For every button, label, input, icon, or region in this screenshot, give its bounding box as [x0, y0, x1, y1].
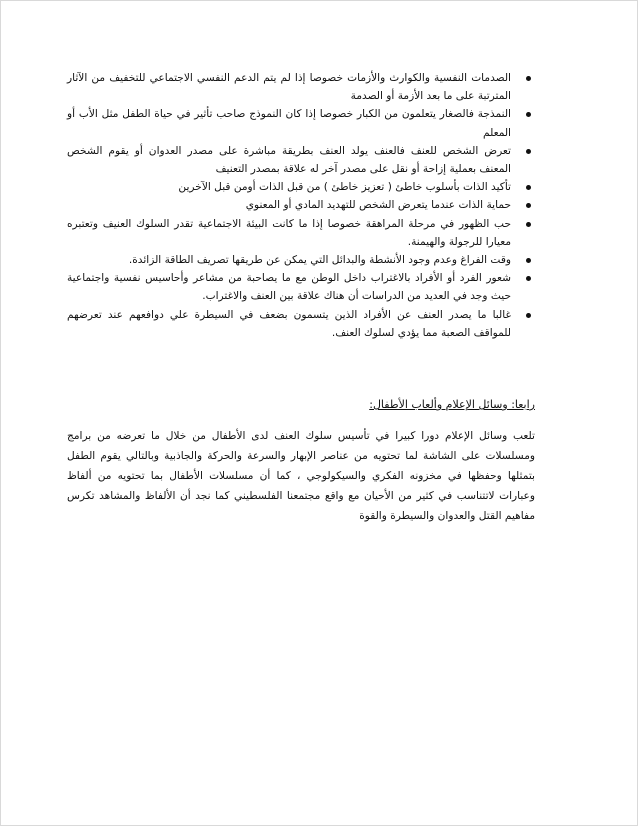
bullet-icon — [526, 112, 531, 117]
list-item-text: الصدمات النفسية والكوارث والأزمات خصوصا إذا لم يتم الدعم النفسي الاجتماعي للتخفيف من الآثار المترتبة على ما بعد الأزمة أو الصدمة — [67, 72, 511, 103]
list-item-text: وقت الفراغ وعدم وجود الأنشطة والبدائل التي يمكن عن طريقها تصريف الطاقة الزائدة. — [128, 254, 511, 267]
bullet-icon — [526, 76, 531, 81]
list-item-text: حماية الذات عندما يتعرض الشخص للتهديد المادي أو المعنوي — [245, 199, 511, 212]
list-item-text: النمذجة فالصغار يتعلمون من الكبار خصوصا إذا كان النموذج صاحب تأثير في حياة الطفل مثل الأب أو المعلم — [67, 108, 511, 139]
list-item — [67, 269, 535, 305]
list-item-text: حب الظهور في مرحلة المراهقة خصوصا إذا ما كانت البيئة الاجتماعية تقدر السلوك العنيف وتعتبره معيارا للرجولة والهيمنة. — [67, 217, 511, 248]
list-item-text: غالبا ما يصدر العنف عن الأفراد الذين يتسمون بضعف في السيطرة علي دوافعهم عند تعرضهم للمواقف الصعبة مما يؤدي لسلوك العنف. — [67, 308, 511, 339]
list-item — [67, 251, 535, 269]
list-item — [67, 69, 535, 105]
list-item — [67, 105, 535, 141]
bullet-icon — [526, 203, 531, 208]
list-item — [67, 196, 535, 214]
bullet-icon — [526, 222, 531, 227]
section-paragraph: تلعب وسائل الإعلام دورا كبيرا في تأسيس سلوك العنف لدى الأطفال من خلال ما تعرضه من برامج ومسلسلات على الشاشة لما تحتويه من عناصر الإبهار والسرعة والحركة والجاذبية وبالتالي يقوم الطفل بتمثلها وحفظها في مخزونه الفكري والسيكولوجي ، كما أن مسلسلات الأطفال بما تحتويه من ألفاظ وعبارات لاتتناسب في كثير من الأحيان مع واقع مجتمعنا الفلسطيني كما نجد أن الألفاظ والمشاهد تكرس مفاهيم القتل والعدوان والسيطرة والقوة — [67, 430, 535, 523]
bullet-list — [67, 69, 535, 342]
list-item — [67, 142, 535, 178]
bullet-icon — [526, 258, 531, 263]
document-content — [67, 69, 535, 537]
bullet-icon — [526, 276, 531, 281]
list-item-text: تأكيد الذات بأسلوب خاطئ ( تعزيز خاطئ ) من قبل الذات أومن قبل الآخرين — [178, 181, 511, 194]
list-item — [67, 306, 535, 342]
list-item-text: شعور الفرد أو الأفراد بالاغتراب داخل الوطن مع ما يصاحبة من مشاعر وأحاسيس نفسية واجتماعية حيث وجد في العديد من الدراسات أن هناك علاقة بين العنف والاغتراب. — [67, 272, 511, 303]
section-heading: رابعا: وسائل الإعلام وألعاب الأطفال: — [369, 398, 535, 412]
list-item-text: تعرض الشخص للعنف فالعنف يولد العنف بطريقة مباشرة على مصدر العدوان أو يقوم الشخص المعنف بعملية إزاحة أو نقل على مصدر آخر له علاقة بمصدر التعنيف — [67, 144, 511, 176]
bullet-icon — [526, 313, 531, 318]
list-item — [67, 178, 535, 196]
bullet-icon — [526, 149, 531, 154]
list-item — [67, 215, 535, 251]
bullet-icon — [526, 185, 531, 190]
